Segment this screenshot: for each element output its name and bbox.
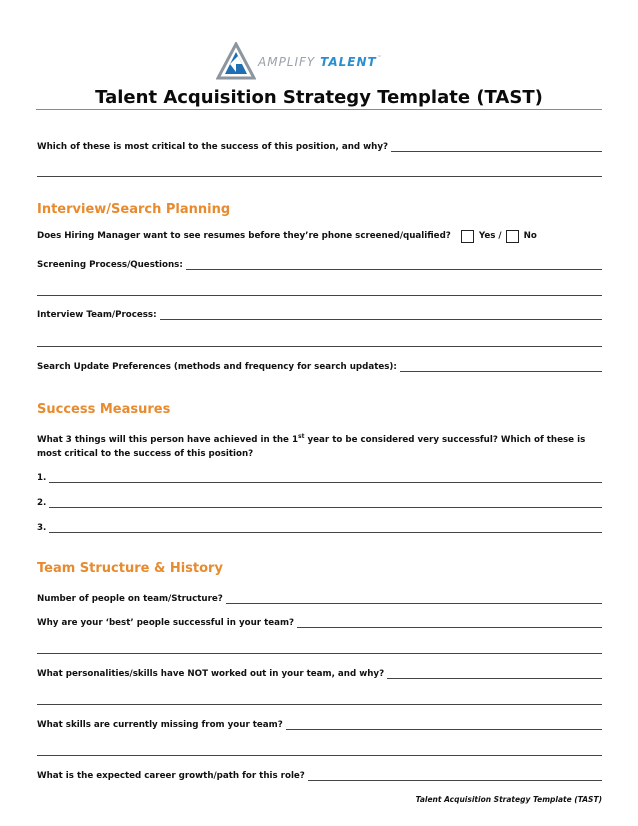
answer-line[interactable]: [37, 691, 602, 705]
team-number-field[interactable]: [37, 590, 602, 604]
search-updates-label: Search Update Preferences (methods and frequency for search updates):: [37, 362, 397, 372]
page-title: Talent Acquisition Strategy Template (TAST): [95, 87, 543, 108]
answer-line[interactable]: [297, 618, 602, 628]
not-worked-field[interactable]: [37, 665, 602, 679]
yes-label: Yes /: [478, 231, 502, 241]
success-item-3[interactable]: [37, 519, 602, 533]
answer-line[interactable]: [160, 310, 602, 320]
intro-question-field[interactable]: [37, 138, 602, 152]
logo-wordmark: [258, 55, 383, 69]
answer-line[interactable]: [186, 260, 602, 270]
interview-team-label: Interview Team/Process:: [37, 310, 157, 320]
intro-question-label: Which of these is most critical to the success of this position, and why?: [37, 142, 389, 152]
amplify-talent-logo-icon: [216, 42, 256, 82]
missing-skills-field[interactable]: [37, 716, 602, 730]
title-divider: [36, 109, 602, 110]
success-question: What 3 things will this person have achieved in the 1st year to be considered very successful? Which of these is most critical to the success of this position?: [37, 433, 586, 459]
item-number: 2.: [37, 498, 47, 508]
answer-line[interactable]: [387, 669, 602, 679]
resumes-question-label: Does Hiring Manager want to see resumes before they’re phone screened/qualified?: [37, 231, 451, 241]
answer-line[interactable]: [308, 771, 602, 781]
answer-line[interactable]: [49, 523, 602, 533]
section-heading-interview: Interview/Search Planning: [37, 202, 231, 217]
answer-line[interactable]: [37, 282, 602, 296]
answer-line[interactable]: [286, 720, 602, 730]
resumes-question: [37, 229, 602, 243]
answer-line[interactable]: [226, 594, 602, 604]
best-people-field[interactable]: [37, 614, 602, 628]
answer-line[interactable]: [37, 742, 602, 756]
best-people-label: Why are your ‘best’ people successful in your team?: [37, 618, 295, 628]
page-footer: Talent Acquisition Strategy Template (TAST): [415, 795, 602, 804]
item-number: 3.: [37, 523, 47, 533]
answer-line[interactable]: [37, 163, 602, 177]
answer-line[interactable]: [49, 498, 602, 508]
screening-field[interactable]: [37, 256, 602, 270]
missing-skills-label: What skills are currently missing from your team?: [37, 720, 283, 730]
answer-line[interactable]: [37, 333, 602, 347]
answer-line[interactable]: [37, 640, 602, 654]
item-number: 1.: [37, 473, 47, 483]
answer-line[interactable]: [49, 473, 602, 483]
career-growth-field[interactable]: [37, 767, 602, 781]
section-heading-success: Success Measures: [37, 402, 171, 417]
success-item-2[interactable]: [37, 494, 602, 508]
yes-checkbox[interactable]: [461, 230, 474, 243]
no-checkbox[interactable]: [506, 230, 519, 243]
answer-line[interactable]: [400, 362, 602, 372]
interview-team-field[interactable]: [37, 306, 602, 320]
team-number-label: Number of people on team/Structure?: [37, 594, 223, 604]
screening-label: Screening Process/Questions:: [37, 260, 183, 270]
success-item-1[interactable]: [37, 469, 602, 483]
logo-word-talent: TALENT: [320, 55, 377, 69]
not-worked-label: What personalities/skills have NOT worked out in your team, and why?: [37, 669, 385, 679]
career-growth-label: What is the expected career growth/path for this role?: [37, 771, 305, 781]
no-label: No: [523, 231, 537, 241]
answer-line[interactable]: [391, 142, 602, 152]
search-updates-field[interactable]: [37, 358, 602, 372]
section-heading-team: Team Structure & History: [37, 561, 223, 576]
logo-trademark: ™: [376, 55, 383, 61]
logo-word-amplify: AMPLIFY: [258, 55, 316, 69]
